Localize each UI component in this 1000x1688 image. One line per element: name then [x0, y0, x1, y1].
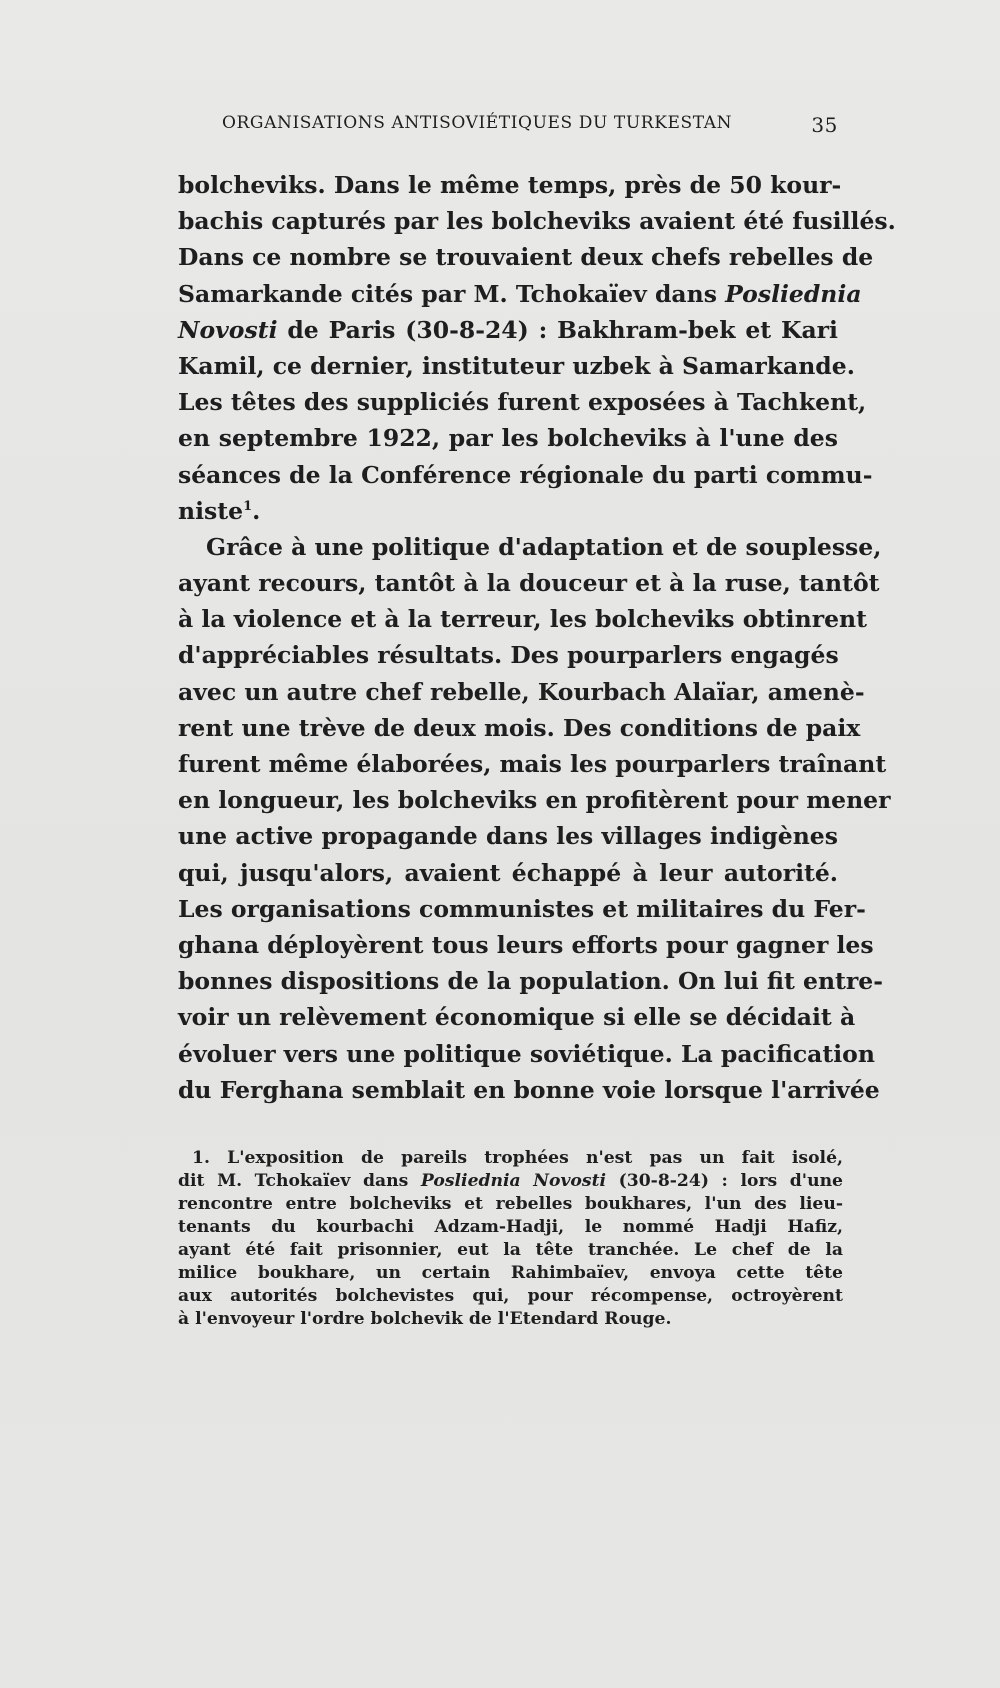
- running-title: ORGANISATIONS ANTISOVIÉTIQUES DU TURKESTAN: [222, 113, 733, 133]
- journal-title: Novosti: [178, 315, 278, 344]
- footnote-line: [178, 1170, 843, 1193]
- footnote-line: à l'envoyeur l'ordre bolchevik de l'Etendard Rouge.: [178, 1309, 672, 1329]
- text-line: avec un autre chef rebelle, Kourbach Alaïar, amenè-: [178, 677, 865, 706]
- text-segment: .: [252, 496, 261, 525]
- footnote-line: tenants du kourbachi Adzam-Hadji, le nommé Hadji Hafiz,: [178, 1217, 843, 1237]
- journal-title: Posliednia Novosti: [420, 1171, 607, 1191]
- text-line: rent une trève de deux mois. Des conditions de paix: [178, 713, 861, 742]
- text-line: en longueur, les bolcheviks en profitèrent pour mener: [178, 786, 891, 815]
- text-line: Les organisations communistes et militaires du Fer-: [178, 894, 866, 923]
- text-line: [178, 276, 862, 312]
- text-line: [178, 312, 838, 348]
- footnote-line: ayant été fait prisonnier, eut la tête tranchée. Le chef de la: [178, 1240, 843, 1260]
- text-segment: (30-8-24) : lors d'une: [606, 1171, 843, 1191]
- text-line: évoluer vers une politique soviétique. La pacification: [178, 1039, 875, 1068]
- text-line: bonnes dispositions de la population. On lui fit entre-: [178, 967, 883, 996]
- footnote-line: milice boukhare, un certain Rahimbaïev, envoya cette tête: [178, 1263, 843, 1283]
- text-segment: niste: [178, 496, 244, 525]
- footnote-line: 1. L'exposition de pareils trophées n'est pas un fait isolé,: [192, 1148, 843, 1168]
- body-text: [178, 167, 896, 1108]
- text-segment: Samarkande cités par M. Tchokaïev dans: [178, 279, 726, 308]
- text-line: ghana déployèrent tous leurs efforts pour gagner les: [178, 930, 874, 959]
- text-line: furent même élaborées, mais les pourparlers traînant: [178, 750, 887, 778]
- running-head: [178, 113, 838, 137]
- text-segment: de Paris (30-8-24) : Bakhram-bek et Kari: [277, 315, 838, 344]
- footnote-reference: 1: [243, 498, 253, 514]
- footnote-line: aux autorités bolchevistes qui, pour récompense, octroyèrent: [178, 1286, 843, 1306]
- text-line: séances de la Conférence régionale du parti commu-: [178, 460, 873, 489]
- text-line: [178, 493, 838, 529]
- text-line: Dans ce nombre se trouvaient deux chefs rebelles de: [178, 243, 874, 272]
- text-line: Les têtes des suppliciés furent exposées à Tachkent,: [178, 388, 867, 417]
- text-line: Grâce à une politique d'adaptation et de souplesse,: [206, 532, 882, 561]
- text-line: qui, jusqu'alors, avaient échappé à leur autorité.: [178, 858, 838, 887]
- text-line: bachis capturés par les bolcheviks avaient été fusillés.: [178, 207, 896, 236]
- text-line: du Ferghana semblait en bonne voie lorsque l'arrivée: [178, 1075, 880, 1104]
- footnote-1: [178, 1147, 843, 1331]
- text-line: en septembre 1922, par les bolcheviks à l'une des: [178, 424, 838, 453]
- footnote-line: rencontre entre bolcheviks et rebelles boukhares, l'un des lieu-: [178, 1194, 843, 1214]
- paragraph-1: [178, 167, 896, 529]
- text-line: bolcheviks. Dans le même temps, près de 50 kour-: [178, 171, 842, 199]
- text-line: ayant recours, tantôt à la douceur et à la ruse, tantôt: [178, 569, 880, 598]
- paragraph-2: [178, 529, 891, 1108]
- text-line: une active propagande dans les villages indigènes: [178, 822, 838, 851]
- text-segment: dit M. Tchokaïev dans: [178, 1171, 421, 1191]
- text-line: d'appréciables résultats. Des pourparlers engagés: [178, 641, 839, 670]
- page-number: 35: [811, 113, 838, 137]
- text-line: Kamil, ce dernier, instituteur uzbek à Samarkande.: [178, 351, 855, 380]
- text-line: voir un relèvement économique si elle se décidait à: [178, 1003, 856, 1032]
- text-line: à la violence et à la terreur, les bolcheviks obtinrent: [178, 605, 867, 634]
- journal-title: Posliednia: [725, 279, 862, 308]
